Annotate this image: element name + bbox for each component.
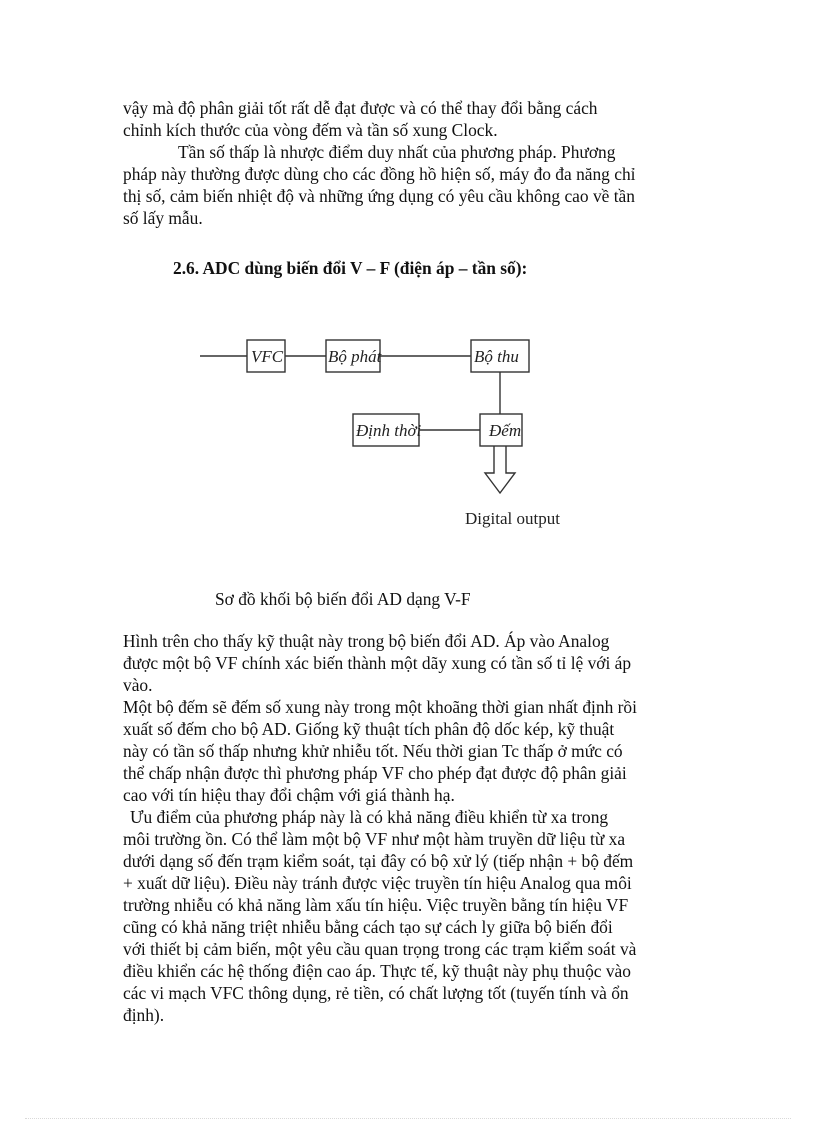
page-bottom-rule [25, 1118, 791, 1119]
figure-caption: Sơ đồ khối bộ biến đổi AD dạng V-F [215, 589, 471, 609]
body-line: với thiết bị cảm biến, một yêu cầu quan trọng trong các trạm kiểm soát và [123, 939, 637, 959]
body-line: xuất số đếm cho bộ AD. Giống kỹ thuật tích phân độ dốc kép, kỹ thuật [123, 719, 615, 739]
body-line: vào. [123, 675, 153, 695]
body-line: Một bộ đếm sẽ đếm số xung này trong một khoãng thời gian nhất định rồi [123, 697, 637, 717]
intro-line: thị số, cảm biến nhiệt độ và những ứng dụng có yêu cầu không cao về tần [123, 186, 635, 206]
intro-line: pháp này thường được dùng cho các đồng hồ hiện số, máy đo đa năng chỉ [123, 164, 636, 184]
timer-label: Định thời [356, 421, 422, 440]
body-line: điều khiển các hệ thống điện cao áp. Thực tế, kỹ thuật này phụ thuộc vào [123, 961, 631, 981]
body-line: dưới dạng số đến trạm kiểm soát, tại đây có bộ xử lý (tiếp nhận + bộ đếm [123, 851, 634, 871]
body-line: trường nhiễu có khả năng làm xấu tín hiệu. Việc truyền bằng tín hiệu VF [123, 895, 629, 915]
body-line: các vi mạch VFC thông dụng, rẻ tiền, có chất lượng tốt (tuyến tính và ổn [123, 983, 629, 1003]
intro-line: số lấy mẫu. [123, 208, 203, 228]
intro-line: chỉnh kích thước của vòng đếm và tần số xung Clock. [123, 120, 498, 140]
body-line: được một bộ VF chính xác biến thành một dãy xung có tần số tỉ lệ với áp [123, 653, 632, 673]
body-line: cũng có khả năng triệt nhiễu bằng cách tạo sự cách ly giữa bộ biến đổi [123, 917, 613, 937]
intro-line: Tần số thấp là nhược điểm duy nhất của phương pháp. Phương [178, 142, 616, 162]
digital-output-label: Digital output [465, 509, 560, 528]
body-line: này có tần số thấp nhưng khử nhiễu tốt. Nếu thời gian Tc thấp ở mức có [123, 741, 623, 761]
body-line: + xuất dữ liệu). Điều này tránh được việc truyền tín hiệu Analog qua môi [123, 873, 632, 893]
section-heading: 2.6. ADC dùng biến đổi V – F (điện áp – tần số): [173, 258, 528, 278]
body-line: thể chấp nhận được thì phương pháp VF cho phép đạt được độ phân giải [123, 763, 627, 783]
body-line: Ưu điểm của phương pháp này là có khả năng điều khiển từ xa trong [130, 807, 609, 827]
vf-block-diagram [195, 325, 575, 540]
intro-line: vậy mà độ phân giải tốt rất dễ đạt được và có thể thay đổi bằng cách [123, 98, 598, 118]
vfc-label: VFC [251, 347, 284, 366]
counter-label: Đếm [489, 421, 522, 440]
body-line: môi trường ồn. Có thể làm một bộ VF như một hàm truyền dữ liệu từ xa [123, 829, 626, 849]
transmitter-label: Bộ phát [328, 347, 382, 366]
body-line: cao với tín hiệu thay đổi chậm với giá thành hạ. [123, 785, 455, 805]
body-line: Hình trên cho thấy kỹ thuật này trong bộ biến đổi AD. Áp vào Analog [123, 631, 610, 651]
output-arrow [485, 446, 515, 493]
body-line: định). [123, 1005, 165, 1025]
receiver-label: Bộ thu [474, 347, 519, 366]
